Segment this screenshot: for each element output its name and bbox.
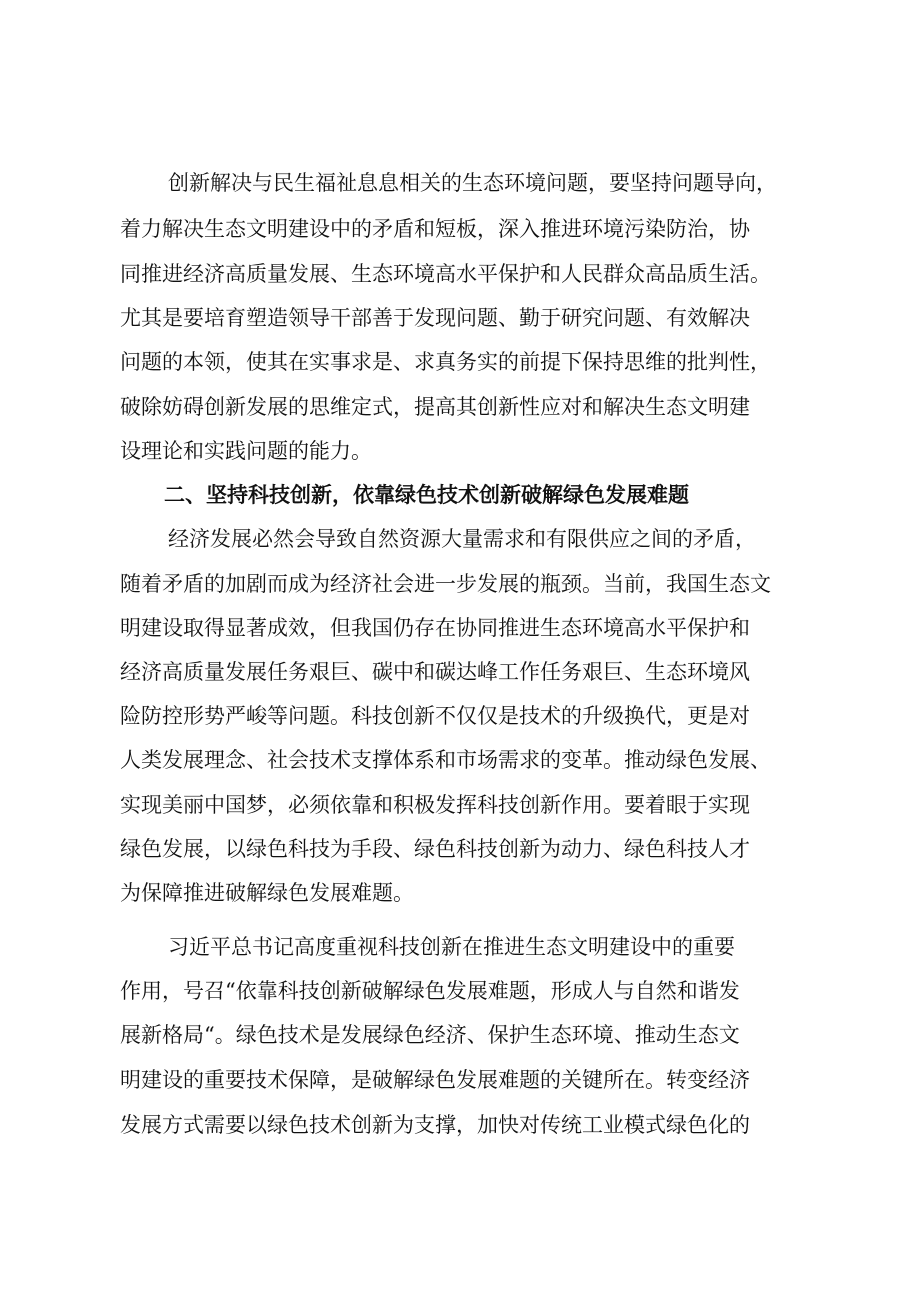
text-line — [0, 652, 920, 692]
section-heading-text: 二、坚持科技创新，依靠绿色技术创新破解绿色发展难题 — [164, 483, 689, 507]
text-line — [0, 971, 920, 1011]
text-line-content: 尤其是要培育塑造领导干部善于发现问题、勤于研究问题、有效解决 — [120, 306, 750, 330]
text-line — [0, 298, 920, 338]
text-line — [0, 696, 920, 736]
text-line-content: 经济发展必然会导致自然资源大量需求和有限供应之间的矛盾， — [168, 527, 756, 551]
text-line-content: 实现美丽中国梦，必须依靠和积极发挥科技创新作用。要着眼于实现 — [120, 793, 750, 817]
text-line-content: 创新解决与民生福祉息息相关的生态环境问题，要坚持问题导向， — [168, 171, 777, 195]
text-line-content: 着力解决生态文明建设中的矛盾和短板，深入推进环境污染防治，协 — [120, 217, 750, 241]
text-line-content: 展新格局“。绿色技术是发展绿色经济、保护生态环境、推动生态文 — [120, 1023, 740, 1047]
text-line — [0, 163, 920, 203]
text-line-content: 发展方式需要以绿色技术创新为支撑，加快对传统工业模式绿色化的 — [120, 1113, 750, 1137]
text-line-content: 随着矛盾的加剧而成为经济社会进一步发展的瓶颈。当前，我国生态文 — [120, 572, 771, 596]
text-line — [0, 342, 920, 382]
text-line — [0, 927, 920, 967]
text-line-content: 问题的本领，使其在实事求是、求真务实的前提下保持思维的批判性， — [120, 350, 771, 374]
text-line-content: 险防控形势严峻等问题。科技创新不仅仅是技术的升级换代，更是对 — [120, 704, 750, 728]
text-line — [0, 829, 920, 869]
text-line-content: 习近平总书记高度重视科技创新在推进生态文明建设中的重要 — [168, 935, 735, 959]
text-line-content: 破除妨碍创新发展的思维定式，提高其创新性应对和解决生态文明建 — [120, 395, 750, 419]
text-line-content: 为保障推进破解绿色发展难题。 — [120, 881, 414, 905]
text-line-content: 明建设的重要技术保障，是破解绿色发展难题的关键所在。转变经济 — [120, 1068, 750, 1092]
text-line-content: 明建设取得显著成效，但我国仍存在协同推进生态环境高水平保护和 — [120, 616, 750, 640]
text-line — [0, 254, 920, 294]
section-heading — [0, 475, 920, 515]
text-line-content: 作用，号召“依靠科技创新破解绿色发展难题，形成人与自然和谐发 — [120, 979, 740, 1003]
text-line-content: 设理论和实践问题的能力。 — [120, 439, 372, 463]
text-line — [0, 519, 920, 559]
text-line-content: 人类发展理念、社会技术支撑体系和市场需求的变革。推动绿色发展、 — [120, 748, 771, 772]
text-line-content: 绿色发展，以绿色科技为手段、绿色科技创新为动力、绿色科技人才 — [120, 837, 750, 861]
text-line — [0, 431, 920, 471]
text-line — [0, 1105, 920, 1145]
text-line — [0, 1060, 920, 1100]
text-line-content: 同推进经济高质量发展、生态环境高水平保护和人民群众高品质生活。 — [120, 262, 771, 286]
text-line — [0, 785, 920, 825]
text-line — [0, 873, 920, 913]
text-line-content: 经济高质量发展任务艰巨、碳中和碳达峰工作任务艰巨、生态环境风 — [120, 660, 750, 684]
text-line — [0, 387, 920, 427]
text-line — [0, 740, 920, 780]
text-line — [0, 564, 920, 604]
text-line — [0, 209, 920, 249]
text-line — [0, 1015, 920, 1055]
text-line — [0, 608, 920, 648]
